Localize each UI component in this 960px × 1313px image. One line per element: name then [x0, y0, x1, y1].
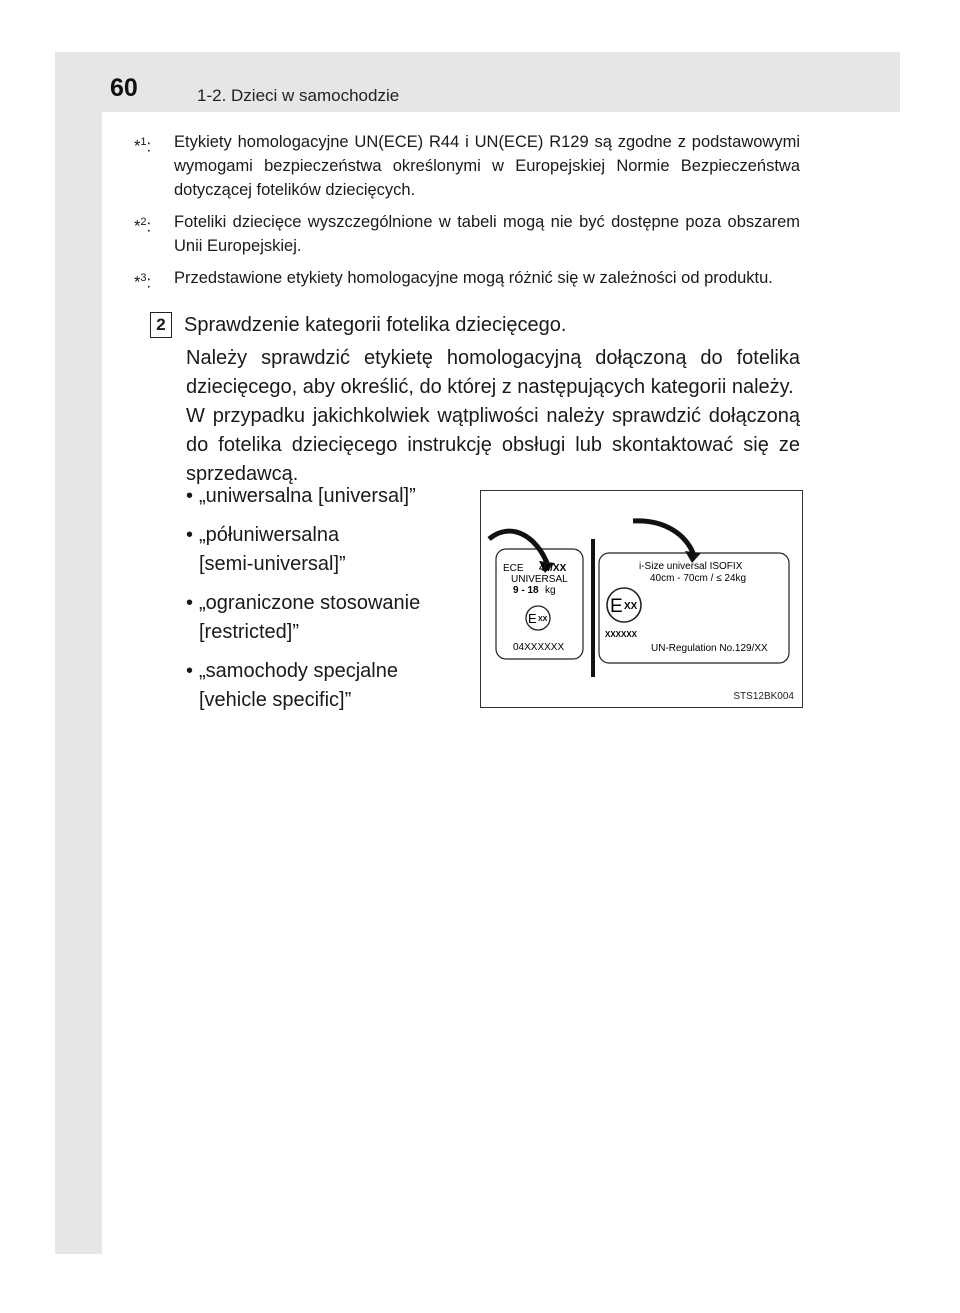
left-label-weight: 9 - 18	[513, 585, 539, 596]
footnote-mark: *$^3$:	[134, 272, 152, 292]
right-arrow-shaft	[633, 521, 693, 553]
figure-code: STS12BK004	[733, 691, 794, 702]
left-label-reg: 44/XX	[539, 563, 567, 574]
right-e-mark-xx: XX	[624, 601, 638, 612]
left-arrow-shaft	[489, 531, 547, 563]
section-title: 1-2. Dzieci w samochodzie	[197, 86, 400, 105]
footnote-mark: *$^1$:	[134, 136, 152, 156]
left-label-unit: kg	[545, 585, 556, 596]
right-label-regulation: UN-Regulation No.129/XX	[651, 643, 768, 654]
footnote-text: Przedstawione etykiety homologacyjne mogą różnić się w zależności od produktu.	[174, 269, 773, 287]
figure-divider	[591, 539, 595, 677]
step-title: Sprawdzenie kategorii fotelika dziecięcego.	[184, 314, 567, 336]
paragraph-2: W przypadku jakichkolwiek wątpliwości należy sprawdzić dołączoną do fotelika dziecięcego instrukcję obsługi lub skontaktować się ze sprzedawcą.	[186, 405, 800, 485]
list-item: • „uniwersalna [universal]”	[186, 485, 416, 507]
header-band	[55, 52, 900, 112]
approval-label-figure	[480, 490, 803, 708]
footnote-1	[134, 130, 800, 202]
list-item: • „półuniwersalna [semi-universal]”	[186, 524, 346, 575]
left-e-mark: E	[528, 611, 537, 626]
right-label-isize: i-Size universal ISOFIX	[639, 561, 743, 572]
footnote-text: Etykiety homologacyjne UN(ECE) R44 i UN(ECE) R129 są zgodne z podstawowymi wymogami bezpieczeństwa określonymi w Europejskiej Normie Bezpieczeństwa dotyczącej fotelików dziecięcych.	[174, 133, 800, 199]
approval-label-illustration	[481, 491, 802, 707]
footnote-text: Foteliki dziecięce wyszczególnione w tabeli mogą nie być dostępne poza obszarem Unii Europejskiej.	[174, 213, 800, 255]
list-item: • „ograniczone stosowanie [restricted]”	[186, 592, 421, 643]
left-e-mark-xx: XX	[538, 616, 548, 623]
left-label-universal: UNIVERSAL	[511, 574, 568, 585]
footnotes	[134, 130, 800, 298]
right-label-range: 40cm - 70cm / ≤ 24kg	[650, 573, 747, 584]
footnote-mark: *$^2$:	[134, 216, 152, 236]
left-label-ece: ECE	[503, 563, 524, 574]
step-number-box: 2	[150, 312, 172, 338]
footnote-2	[134, 210, 800, 258]
page-number: 60	[110, 74, 138, 102]
left-label-number: 04XXXXXX	[513, 642, 565, 653]
category-list	[186, 482, 466, 725]
list-item: • „samochody specjalne [vehicle specific]”	[186, 660, 398, 711]
side-band	[55, 52, 102, 1254]
right-label-number: XXXXXX	[605, 630, 638, 639]
paragraph-1: Należy sprawdzić etykietę homologacyjną dołączoną do fotelika dziecięcego, aby określić, do której z następujących kategorii należy.	[186, 347, 800, 398]
footnote-3	[134, 266, 800, 290]
right-e-mark: E	[610, 596, 623, 617]
